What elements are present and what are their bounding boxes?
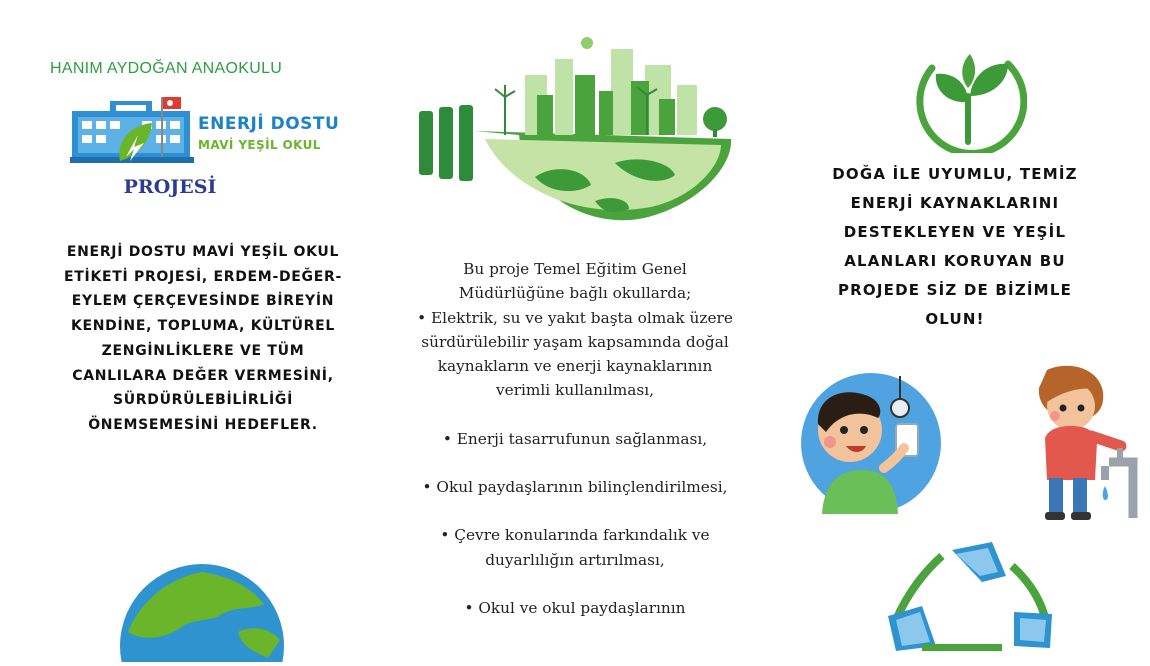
bullet-awareness: • Çevre konularında farkındalık ve duyarlılığın artırılması, — [440, 526, 710, 569]
right-slogan: DOĞA İLE UYUMLU, TEMİZ ENERJİ KAYNAKLARINI DESTEKLEYEN VE YEŞİL ALANLARI KORUYAN BU PROJEDE SİZ DE BİZİMLE OLUN! — [832, 165, 1078, 328]
bullet-energy-saving: • Enerji tasarrufunun sağlanması, — [442, 429, 708, 448]
logo-subtitle: MAVİ YEŞİL OKUL — [198, 138, 321, 152]
school-name: HANIM AYDOĞAN ANAOKULU — [50, 60, 283, 77]
middle-description — [410, 257, 740, 644]
child-tap-icon — [1025, 362, 1140, 522]
logo-title: ENERJİ DOSTU — [198, 114, 340, 134]
sprout-icon — [912, 38, 1027, 153]
globe-icon — [118, 562, 286, 662]
project-label: PROJESİ — [123, 176, 217, 198]
green-bulb-city-icon — [415, 35, 735, 235]
bullet-partial: • Okul ve okul paydaşlarının — [464, 598, 686, 617]
intro-text: Bu proje Temel Eğitim Genel Müdürlüğüne bağlı okullarda; — [458, 260, 692, 303]
bullet-resources: • Elektrik, su ve yakıt başta olmak üzere sürdürülebilir yaşam kapsamında doğal kaynakların ve enerji kaynaklarının verimli kullanılması, — [417, 308, 733, 400]
bullet-stakeholders: • Okul paydaşlarının bilinçlendirilmesi, — [422, 478, 728, 497]
child-light-switch-icon — [800, 372, 942, 514]
recycle-solar-icon — [882, 536, 1062, 651]
left-description: ENERJİ DOSTU MAVİ YEŞİL OKUL ETİKETİ PROJESİ, ERDEM-DEĞER-EYLEM ÇERÇEVESİNDE BİREYİN KENDİNE, TOPLUMA, KÜLTÜREL ZENGİNLİKLERE VE TÜM CANLILARA DEĞER VERMESİNİ, SÜRDÜRÜLEBİLİRLİĞİ ÖNEMSEMESİNİ HEDEFLER. — [64, 244, 342, 433]
